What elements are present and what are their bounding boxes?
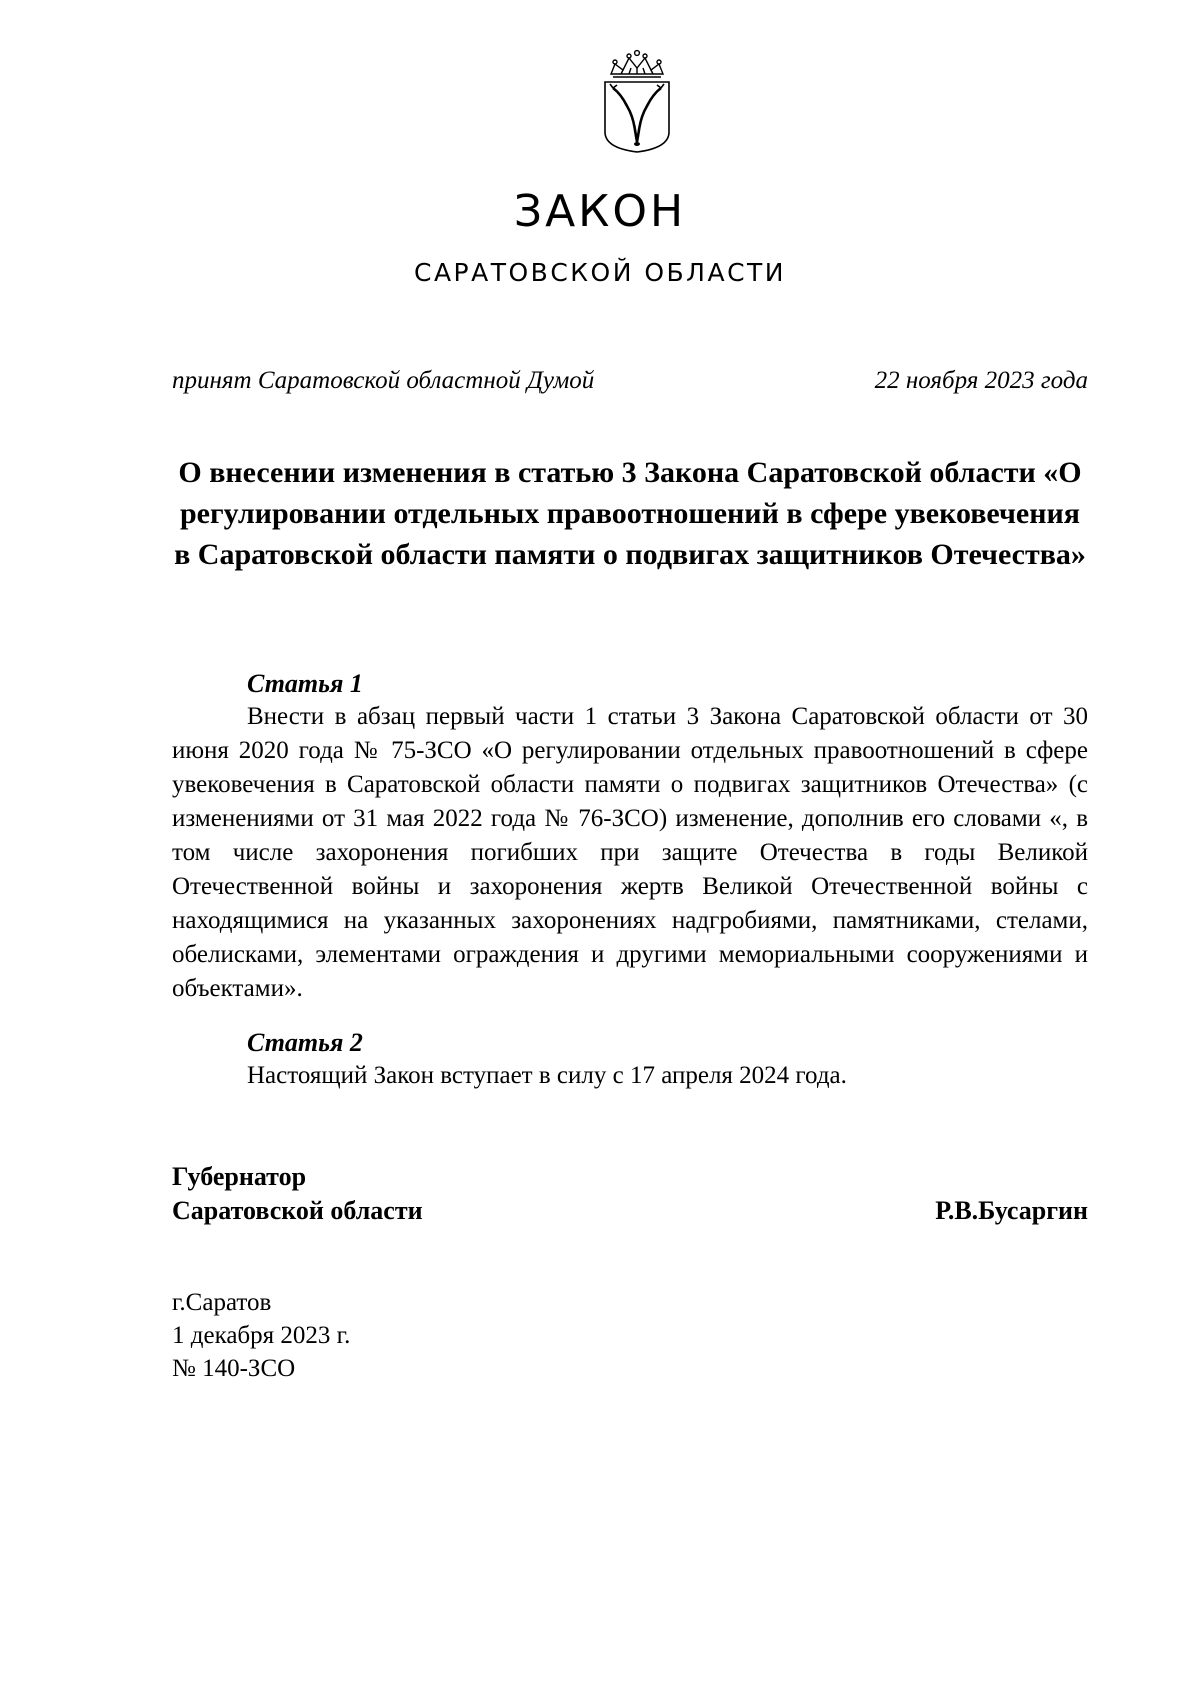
- law-heading: О внесении изменения в статью 3 Закона Саратовской области «О регулировании отдельных правоотношений в сфере увековечения в Саратовской области памяти о подвигах защитников Отечества»: [174, 456, 1086, 571]
- article-1-text: Внести в абзац первый части 1 статьи 3 Закона Саратовской области от 30 июня 2020 года № 75-ЗСО «О регулировании отдельных правоотношений в сфере увековечения в Саратовской области памяти о подвигах защитников Отечества» (с изменениями от 31 мая 2022 года № 76-ЗСО) изменение, дополнив его словами «, в том числе захоронения погибших при защите Отечества в годы Великой Отечественной войны и захоронения жертв Великой Отечественной войны с находящимися на указанных захоронениях надгробиями, памятниками, стелами, обелисками, элементами ограждения и другими мемориальными сооружениями и объектами».: [172, 703, 1088, 1002]
- issue-date: 1 декабря 2023 г.: [172, 1322, 351, 1349]
- signer-position-line2: Саратовской области: [172, 1196, 423, 1225]
- signature-block: [172, 1160, 1088, 1228]
- article-2-title: Статья 2: [247, 1028, 363, 1057]
- signer-position-line1: Губернатор: [172, 1162, 307, 1191]
- law-number: № 140-ЗСО: [172, 1355, 296, 1382]
- document-title: ЗАКОН: [513, 186, 687, 237]
- article-2-text: Настоящий Закон вступает в силу с 17 апреля 2024 года.: [247, 1062, 847, 1089]
- issue-details: [172, 1286, 350, 1385]
- document-subtitle: САРАТОВСКОЙ ОБЛАСТИ: [413, 258, 787, 287]
- article-1-title: Статья 1: [247, 669, 363, 698]
- signer-name: Р.В.Бусаргин: [935, 1196, 1088, 1225]
- adopted-by: принят Саратовской областной Думой: [172, 367, 595, 394]
- adoption-date: 22 ноября 2023 года: [874, 367, 1088, 394]
- saratov-coat-of-arms-icon: [599, 44, 675, 154]
- adoption-line: [172, 368, 1088, 393]
- issue-place: г.Саратов: [172, 1289, 272, 1316]
